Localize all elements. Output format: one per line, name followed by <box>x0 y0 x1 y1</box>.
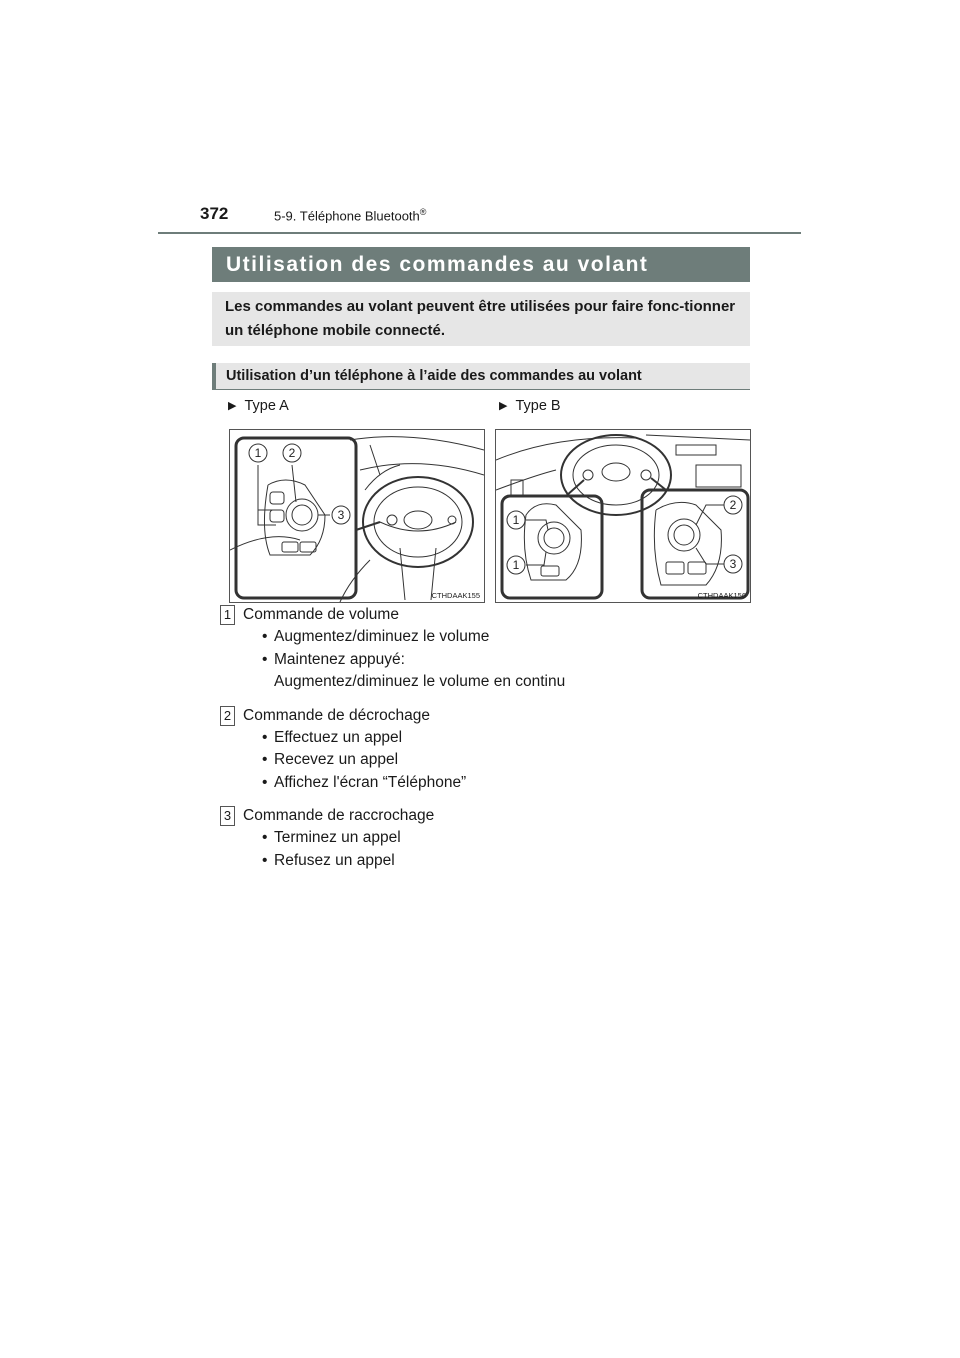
steering-wheel-type-b-illustration <box>496 430 750 602</box>
item-number: 1 <box>220 605 235 625</box>
bullet: • Effectuez un appel <box>262 727 760 750</box>
item-title: Commande de raccrochage <box>243 807 435 824</box>
subheading-rule <box>212 389 750 390</box>
figure-type-b <box>495 429 751 603</box>
list-item <box>220 705 760 795</box>
type-b-text: Type B <box>515 398 561 414</box>
item-title: Commande de volume <box>243 606 399 623</box>
bullet: • Terminez un appel <box>262 827 760 850</box>
list-item <box>220 604 760 694</box>
registered-mark: ® <box>419 207 427 217</box>
header-divider <box>158 232 801 234</box>
triangle-arrow-icon: ▶ <box>499 400 508 412</box>
type-b-label <box>499 398 561 414</box>
control-list <box>220 604 760 883</box>
bullet: • Recevez un appel <box>262 749 760 772</box>
list-item <box>220 805 760 872</box>
intro-text: Les commandes au volant peuvent être utilisées pour faire fonc-tionner un téléphone mobile connecté. <box>212 292 750 346</box>
callout-2: 2 <box>729 498 737 512</box>
figure-type-a <box>229 429 485 603</box>
bullet-continuation: Augmentez/diminuez le volume en continu <box>274 673 566 690</box>
bullet-text: Maintenez appuyé: <box>274 650 405 668</box>
callout-1-upper: 1 <box>512 513 520 527</box>
page-title: Utilisation des commandes au volant <box>212 247 750 282</box>
figure-code: CTHDAAK156 <box>697 591 746 600</box>
callout-3: 3 <box>337 508 345 522</box>
callout-1-lower: 1 <box>512 558 520 572</box>
item-title: Commande de décrochage <box>243 706 430 724</box>
type-a-text: Type A <box>244 398 289 414</box>
page-header <box>200 200 800 232</box>
bullet: • Refusez un appel <box>262 850 760 873</box>
callout-2: 2 <box>288 446 296 460</box>
steering-wheel-type-a-illustration <box>230 430 484 602</box>
item-number: 3 <box>220 806 235 826</box>
figure-code: CTHDAAK155 <box>431 591 480 600</box>
bullet: • Affichez l'écran “Téléphone” <box>262 772 760 795</box>
page-number: 372 <box>200 204 229 223</box>
triangle-arrow-icon: ▶ <box>228 400 237 412</box>
section-label: 5-9. Téléphone Bluetooth <box>274 208 420 224</box>
callout-3: 3 <box>729 557 737 571</box>
subheading: Utilisation d’un téléphone à l’aide des commandes au volant <box>212 363 750 389</box>
bullet <box>262 649 760 694</box>
callout-1: 1 <box>254 446 262 460</box>
type-a-label <box>228 398 289 414</box>
bullet: • Augmentez/diminuez le volume <box>262 626 760 649</box>
item-number: 2 <box>220 706 235 726</box>
breadcrumb <box>274 207 426 223</box>
